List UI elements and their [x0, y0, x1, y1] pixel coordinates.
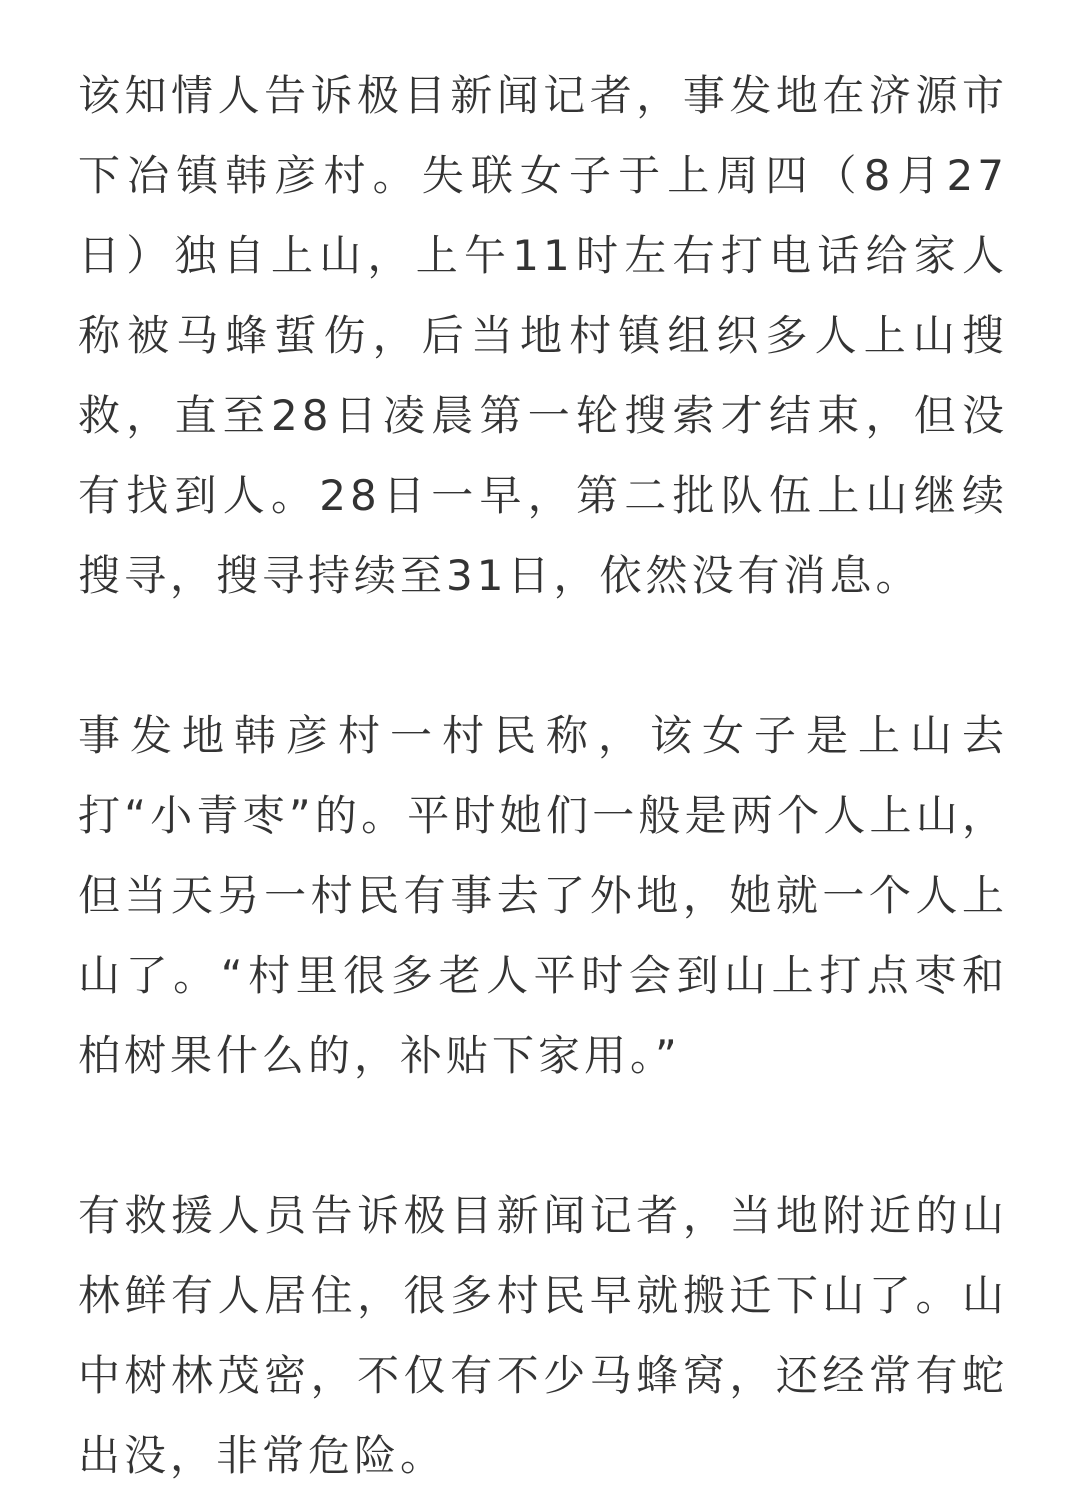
article-paragraph-2: 事发地韩彦村一村民称，该女子是上山去打“小青枣”的。平时她们一般是两个人上山，但当天另一村民有事去了外地，她就一个人上山了。“村里很多老人平时会到山上打点枣和柏树果什么的，补贴下家用。”: [78, 711, 1008, 1080]
article-paragraph-3: 有救援人员告诉极目新闻记者，当地附近的山林鲜有人居住，很多村民早就搬迁下山了。山中树林茂密，不仅有不少马蜂窝，还经常有蛇出没，非常危险。: [78, 1191, 1008, 1480]
article-paragraph-1: 该知情人告诉极目新闻记者，事发地在济源市下冶镇韩彦村。失联女子于上周四（8月27日）独自上山，上午11时左右打电话给家人称被马蜂蜇伤，后当地村镇组织多人上山搜救，直至28日凌晨第一轮搜索才结束，但没有找到人。28日一早，第二批队伍上山继续搜寻，搜寻持续至31日，依然没有消息。: [78, 71, 1008, 600]
article-body: [78, 56, 1008, 1496]
